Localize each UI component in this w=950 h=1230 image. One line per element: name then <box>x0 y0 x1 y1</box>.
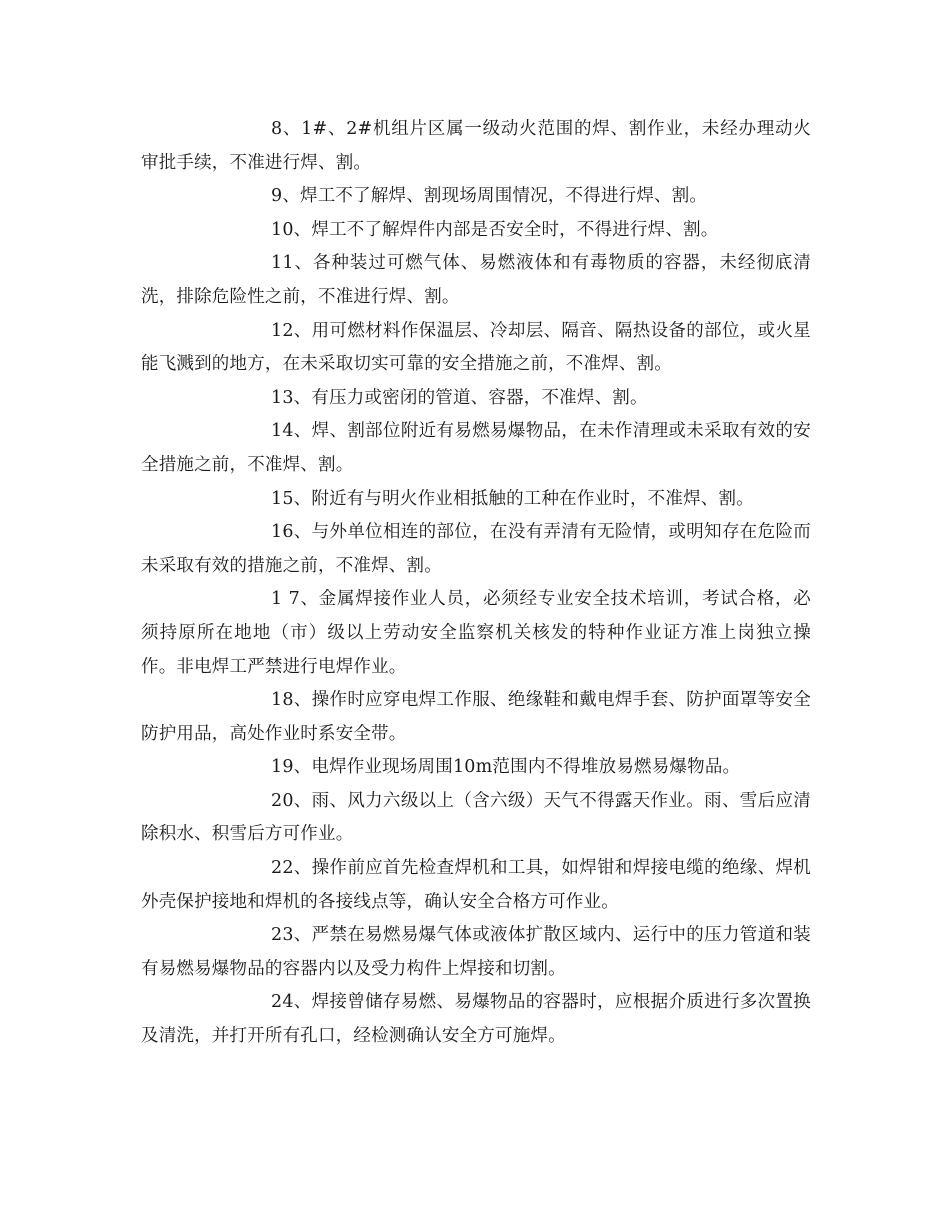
paragraph-rule-10: 10、焊工不了解焊件内部是否安全时，不得进行焊、割。 <box>271 219 719 240</box>
paragraph-rule-20: 20、雨、风力六级以上（含六级）天气不得露天作业。雨、雪后应清除积水、积雪后方可作业。 <box>141 790 811 845</box>
paragraph-rule-15: 15、附近有与明火作业相抵触的工种在作业时，不准焊、割。 <box>271 488 754 509</box>
paragraph-rule-16: 16、与外单位相连的部位，在没有弄清有无险情，或明知存在危险而未采取有效的措施之前，不准焊、割。 <box>141 522 811 576</box>
paragraph-rule-14: 14、焊、割部位附近有易燃易爆物品，在未作清理或未采取有效的安全措施之前，不准焊、割。 <box>141 421 811 475</box>
paragraph-rule-24: 24、焊接曾储存易燃、易爆物品的容器时，应根据介质进行多次置换及清洗，并打开所有孔口，经检测确认安全方可施焊。 <box>141 992 811 1047</box>
paragraph-rule-18: 18、操作时应穿电焊工作服、绝缘鞋和戴电焊手套、防护面罩等安全防护用品，高处作业时系安全带。 <box>141 690 811 744</box>
paragraph-rule-22: 22、操作前应首先检查焊机和工具，如焊钳和焊接电缆的绝缘、焊机外壳保护接地和焊机的各接线点等，确认安全合格方可作业。 <box>141 858 811 912</box>
paragraph-rule-12: 12、用可燃材料作保温层、冷却层、隔音、隔热设备的部位，或火星能飞溅到的地方，在未采取切实可靠的安全措施之前，不准焊、割。 <box>141 320 811 375</box>
paragraph-rule-11: 11、各种装过可燃气体、易燃液体和有毒物质的容器，未经彻底清洗，排除危险性之前，不准进行焊、割。 <box>141 253 811 307</box>
paragraph-rule-13: 13、有压力或密闭的管道、容器，不准焊、割。 <box>271 387 648 408</box>
paragraph-rule-8: 8、1#、2#机组片区属一级动火范围的焊、割作业，未经办理动火审批手续，不准进行焊、割。 <box>141 119 811 173</box>
document-body <box>141 113 811 1054</box>
paragraph-rule-9: 9、焊工不了解焊、割现场周围情况，不得进行焊、割。 <box>271 186 708 207</box>
paragraph-rule-19: 19、电焊作业现场周围10m范围内不得堆放易燃易爆物品。 <box>271 757 741 778</box>
paragraph-rule-17: 1 7、金属焊接作业人员，必须经专业安全技术培训，考试合格，必须持原所在地地（市）级以上劳动安全监察机关核发的特种作业证方准上岗独立操作。非电焊工严禁进行电焊作业。 <box>141 589 811 677</box>
paragraph-rule-23: 23、严禁在易燃易爆气体或液体扩散区域内、运行中的压力管道和装有易燃易爆物品的容器内以及受力构件上焊接和切割。 <box>141 925 811 979</box>
